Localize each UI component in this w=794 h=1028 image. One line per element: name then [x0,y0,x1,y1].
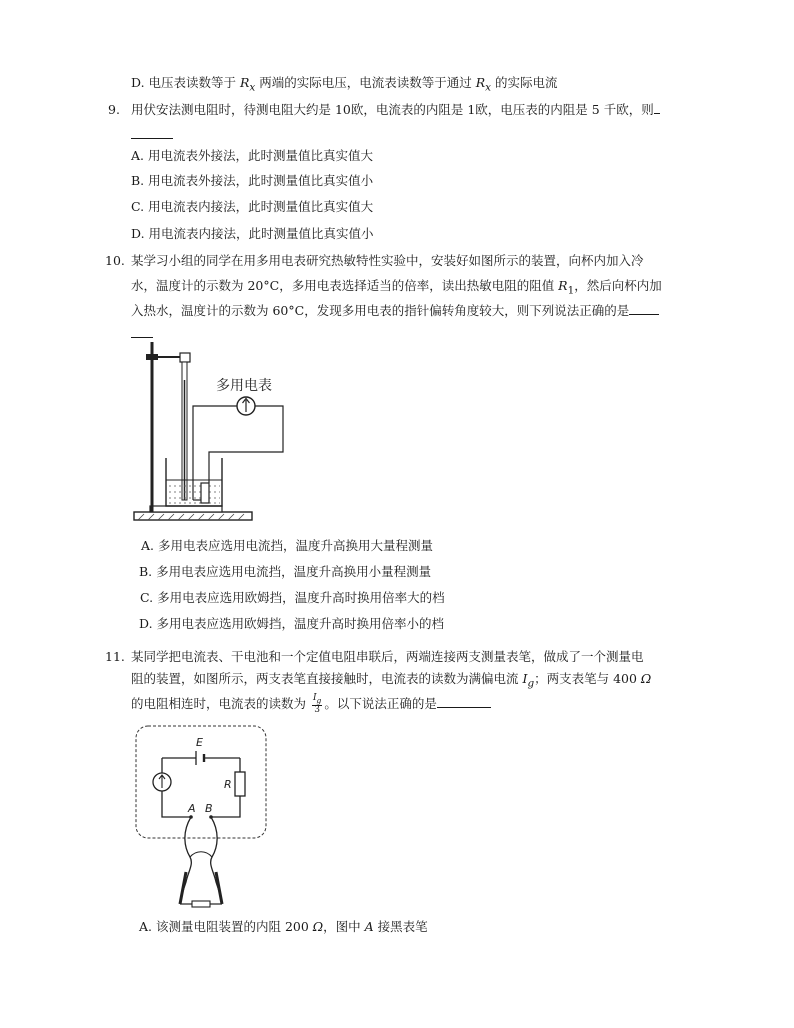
fraction-ig-over-3 [312,694,322,715]
var-i: I [522,671,528,686]
q8-optd-text-2: 两端的实际电压，电流表读数等于通过 [255,75,476,90]
answer-blank [437,695,491,708]
q11-stem-text: ；两支表笔与 400 [534,671,641,686]
q9-answer-blank-line [131,126,173,144]
q10-option-d: D. 多用电表应选用欧姆挡，温度升高时换用倍率小的档 [139,616,445,631]
q11-option-a [139,918,428,936]
thermistor [201,483,209,503]
var-r: R [240,75,250,90]
frac-num-sub: g [316,695,322,705]
q11-stem-line3 [131,694,491,715]
lead-junction [190,852,212,857]
answer-blank [131,126,173,139]
q11-number: 11. [105,649,125,664]
clamp-jaw [180,353,190,362]
q8-optd-text-3: 的实际电流 [491,75,558,90]
sub-g: g [527,677,535,690]
q10-option-a: A. 多用电表应选用电流挡，温度升高换用大量程测量 [141,538,433,553]
q9-number: 9. [108,102,120,117]
q11-opta-text: 接黑表笔 [373,919,428,934]
q8-option-d [131,74,558,97]
q9-option-d: D. 用电流表内接法，此时测量值比真实值小 [131,226,374,241]
q11-stem-line2 [131,670,651,693]
beaker-stand [150,506,222,512]
ohmmeter-circuit-figure [132,722,272,912]
q9-stem [131,101,660,119]
beaker [166,458,222,506]
unit-ohm: Ω [312,919,324,934]
var-r: R [558,278,568,293]
q10-stem-line2 [131,277,662,300]
q8-optd-text-1: D. 电压表读数等于 [131,75,240,90]
q9-option-c: C. 用电流表内接法，此时测量值比真实值大 [131,199,374,214]
sub-x: x [249,81,256,94]
probe-a [180,872,186,904]
unit-ohm: Ω [640,671,652,686]
q10-stem-text: ，然后向杯内加 [574,278,662,293]
thermistor-apparatus-figure [128,340,298,530]
q10-stem-line1: 某学习小组的同学在用多用电表研究热敏特性实验中，安装好如图所示的装置，向杯内加入冷 [131,253,644,268]
frac-num: I [312,693,317,703]
label-a: A [188,802,196,815]
q9-option-b: B. 用电流表外接法，此时测量值比真实值小 [131,173,374,188]
q10-number: 10. [105,253,125,268]
q10-option-b: B. 多用电表应选用电流挡，温度升高换用小量程测量 [139,564,432,579]
answer-blank [654,101,660,114]
resistor-r [235,772,245,796]
label-r: R [224,778,232,791]
q11-stem-text: 的电阻相连时，电流表的读数为 [131,695,310,711]
var-a: A [364,919,374,934]
label-b: B [205,802,213,815]
q11-opta-text: A. 该测量电阻装置的内阻 200 [139,919,313,934]
q11-opta-text: ，图中 [323,919,365,934]
sub-1: 1 [567,284,575,297]
multimeter-label: 多用电表 [216,378,272,394]
frac-den: 3 [314,704,321,715]
probe-b [216,872,222,904]
var-r: R [475,75,486,90]
answer-blank [131,325,153,338]
q11-stem-text: 。以下说法正确的是 [324,695,437,711]
q9-option-a: A. 用电流表外接法，此时测量值比真实值大 [131,148,373,163]
q11-stem-text: 阻的装置，如图所示，两支表笔直接接触时，电流表的读数为满偏电流 [131,671,523,686]
q10-option-c: C. 多用电表应选用欧姆挡，温度升高时换用倍率大的档 [140,590,445,605]
q9-stem-text: 用伏安法测电阻时，待测电阻大约是 10欧，电流表的内阻是 1欧，电压表的内阻是 5 千欧，则 [131,102,654,117]
q11-stem-line1: 某同学把电流表、干电池和一个定值电阻串联后，两端连接两支测量表笔，做成了一个测量电 [131,649,644,664]
answer-blank [629,302,659,315]
q10-stem-line3 [131,302,659,320]
q10-stem-text: 入热水，温度计的示数为 60°C，发现多用电表的指针偏转角度较大，则下列说法正确的是 [131,303,630,318]
q10-stem-text: 水，温度计的示数为 20°C，多用电表选择适当的倍率，读出热敏电阻的阻值 [131,278,559,293]
label-e: E [196,736,203,749]
test-resistor [192,901,210,907]
sub-x: x [485,81,492,94]
